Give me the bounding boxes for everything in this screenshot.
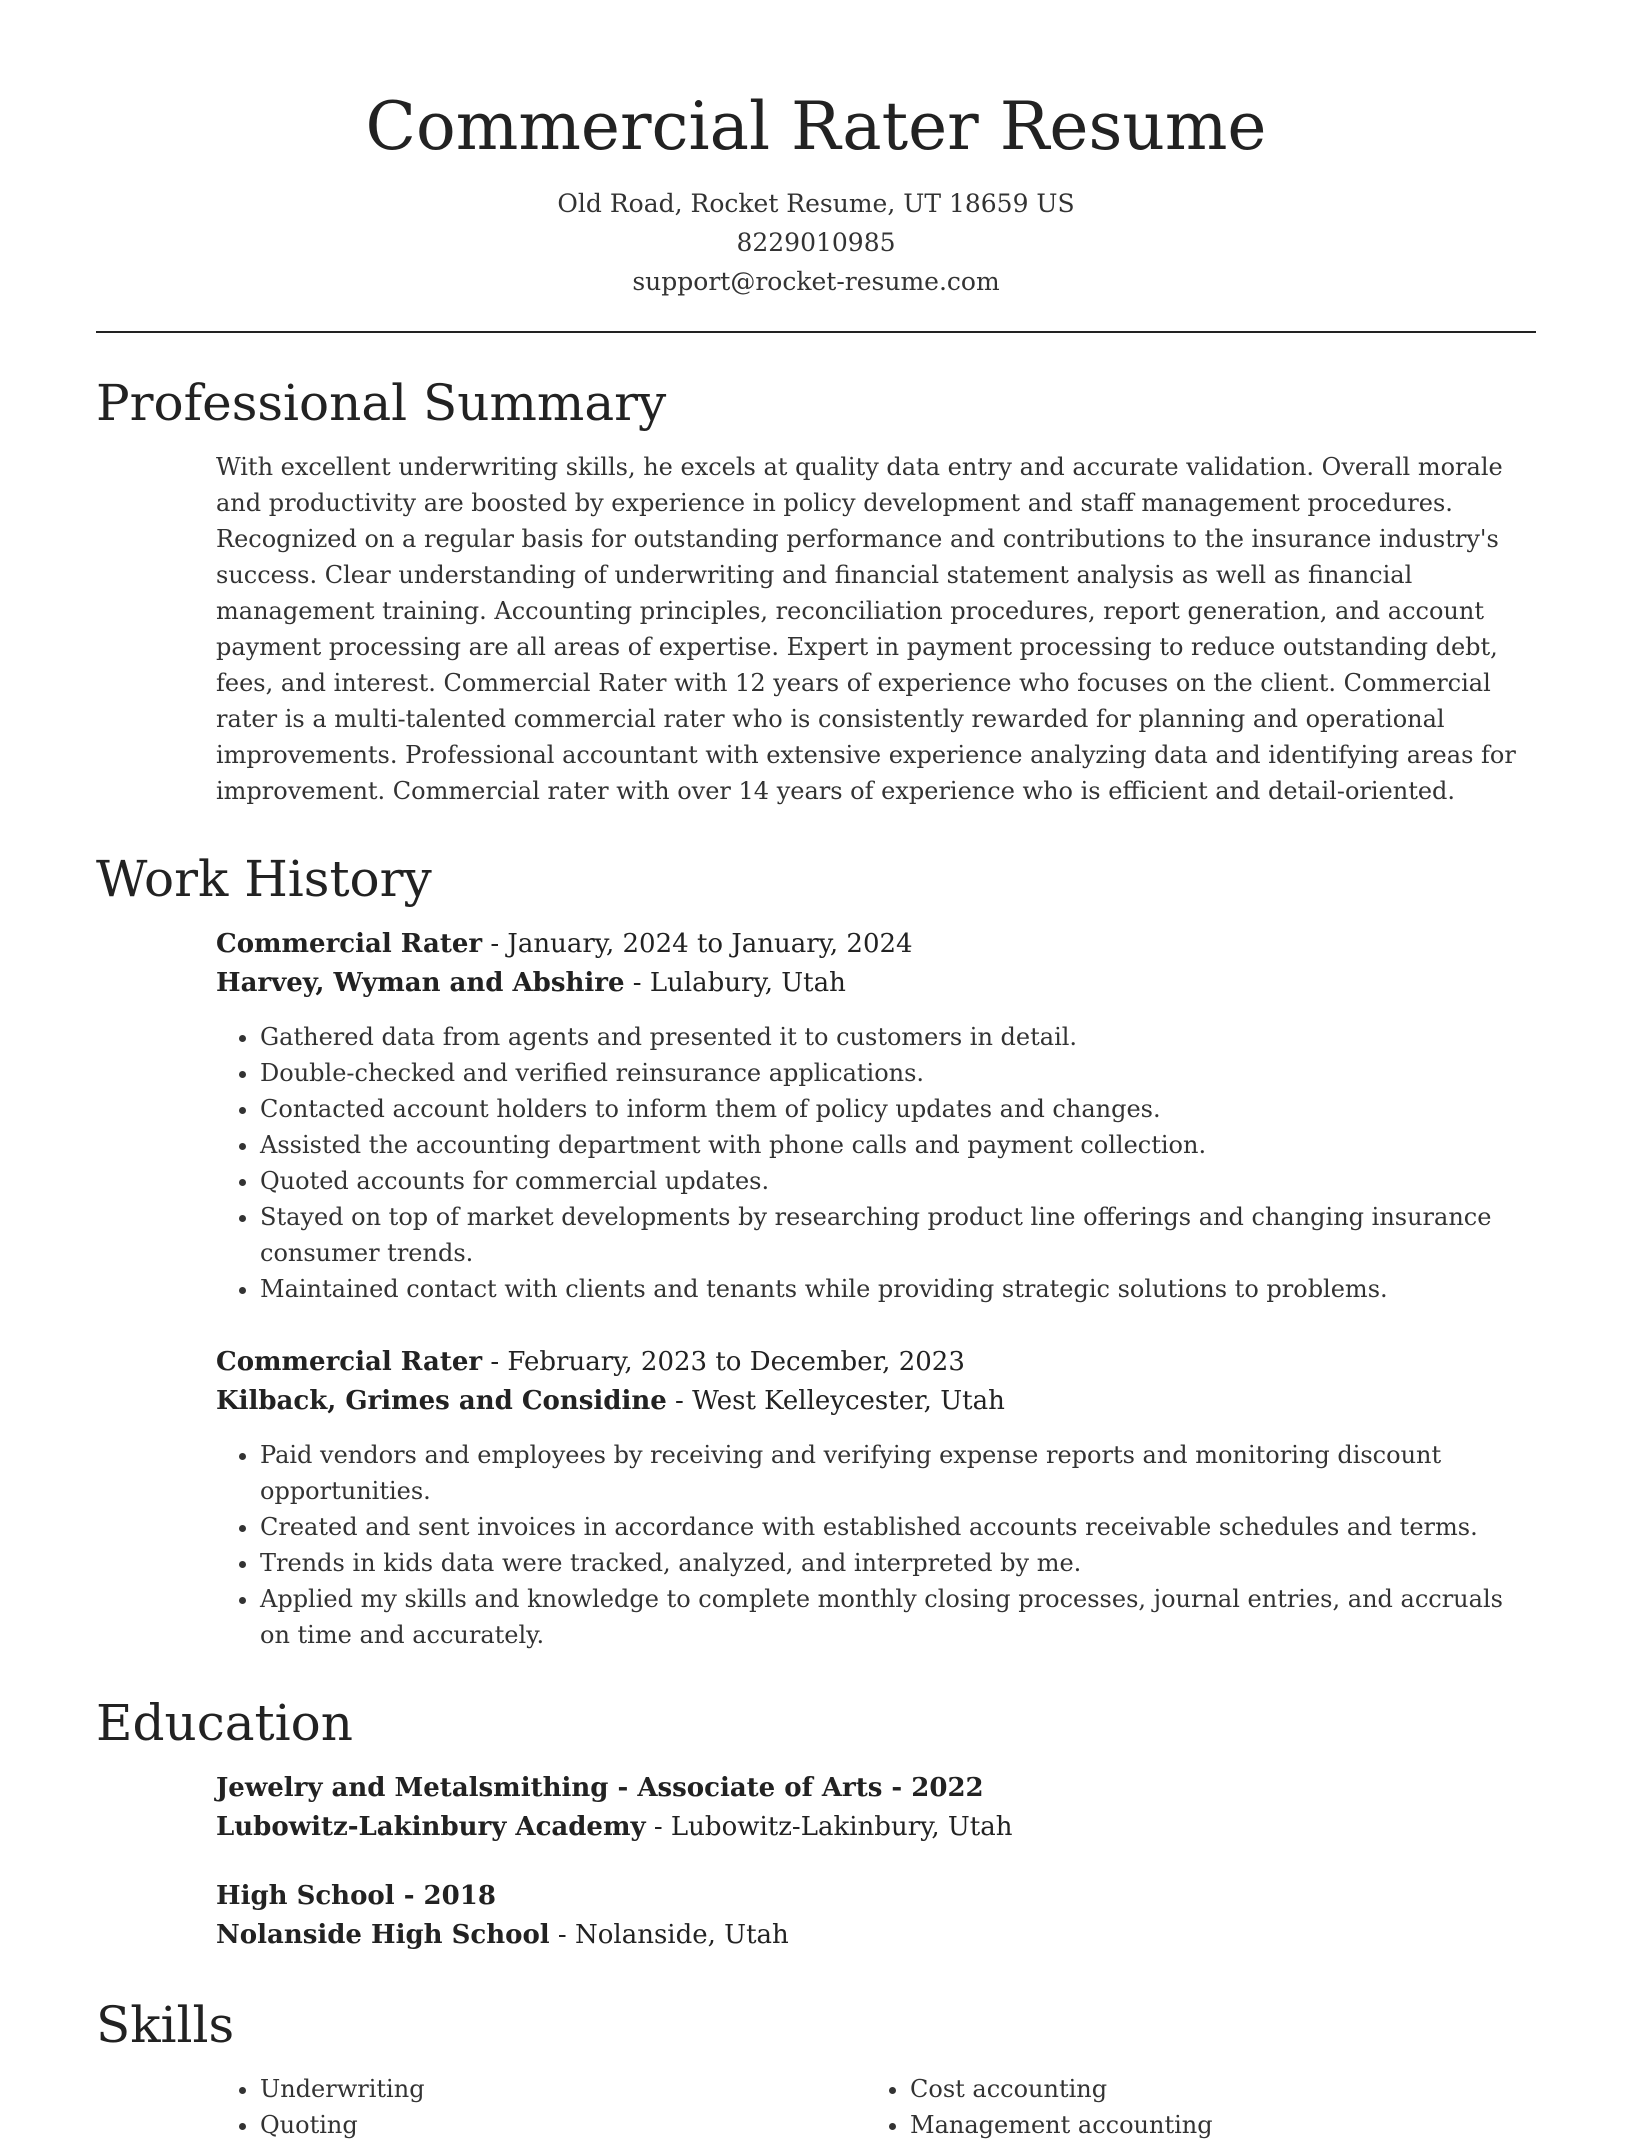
job-bullet: • Contacted account holders to inform them of policy updates and changes. <box>260 1091 1536 1127</box>
education-heading: Education <box>96 1694 353 1752</box>
job-bullet: • Stayed on top of market developments by researching product line offerings and changing insurance consumer trends. <box>260 1199 1536 1271</box>
contact-address: Old Road, Rocket Resume, UT 18659 US <box>557 189 1075 218</box>
job-title: Commercial Rater <box>216 1347 483 1377</box>
contact-info <box>96 184 1536 301</box>
job-company: Harvey, Wyman and Abshire <box>216 968 625 998</box>
work-history-heading: Work History <box>96 850 432 908</box>
job-bullet: • Quoted accounts for commercial updates. <box>260 1163 1536 1199</box>
education-degree: High School - 2018 <box>216 1881 496 1911</box>
job-title-line <box>216 925 1536 964</box>
job-bullets <box>216 1437 1536 1653</box>
job-title-line <box>216 1343 1536 1382</box>
skills-section <box>216 2071 1536 2143</box>
skills-grid <box>216 2071 1536 2143</box>
job-bullet: • Double-checked and verified reinsurance applications. <box>260 1055 1536 1091</box>
skills-list <box>866 2071 1516 2143</box>
resume-header <box>96 0 1536 301</box>
job-title: Commercial Rater <box>216 929 483 959</box>
skill-item: • Quoting <box>260 2107 866 2143</box>
job-bullets <box>216 1019 1536 1307</box>
summary-heading: Professional Summary <box>96 374 667 432</box>
education-entry <box>216 1877 1536 1955</box>
job-bullet: • Paid vendors and employees by receiving and verifying expense reports and monitoring discount opportunities. <box>260 1437 1536 1509</box>
job-entry <box>216 1343 1536 1653</box>
education-school: Lubowitz-Lakinbury Academy <box>216 1812 646 1842</box>
contact-phone: 8229010985 <box>736 228 896 257</box>
job-company-line <box>216 964 1536 1003</box>
resume-title: Commercial Rater Resume <box>365 88 1267 165</box>
skills-column-right <box>866 2071 1516 2143</box>
skill-item: • Cost accounting <box>910 2071 1516 2107</box>
education-school-line <box>216 1916 1536 1955</box>
job-bullet: • Created and sent invoices in accordance with established accounts receivable schedules and terms. <box>260 1509 1536 1545</box>
job-dates: - January, 2024 to January, 2024 <box>482 929 913 959</box>
skills-list <box>216 2071 866 2143</box>
education-school: Nolanside High School <box>216 1920 550 1950</box>
skills-heading: Skills <box>96 1996 235 2054</box>
work-history-section <box>216 925 1536 1653</box>
summary-section <box>216 449 1536 809</box>
job-bullet: • Applied my skills and knowledge to complete monthly closing processes, journal entries, and accruals on time and accurately. <box>260 1581 1536 1653</box>
job-bullet: • Trends in kids data were tracked, analyzed, and interpreted by me. <box>260 1545 1536 1581</box>
job-bullet: • Assisted the accounting department with phone calls and payment collection. <box>260 1127 1536 1163</box>
job-location: - Lulabury, Utah <box>624 968 846 998</box>
education-location: - Nolanside, Utah <box>549 1920 789 1950</box>
header-divider <box>96 331 1536 333</box>
skill-item: • Management accounting <box>910 2107 1516 2143</box>
skills-column-left <box>216 2071 866 2143</box>
job-dates: - February, 2023 to December, 2023 <box>482 1347 965 1377</box>
job-bullet: • Maintained contact with clients and tenants while providing strategic solutions to problems. <box>260 1271 1536 1307</box>
skill-item: • Underwriting <box>260 2071 866 2107</box>
education-degree: Jewelry and Metalsmithing - Associate of Arts - 2022 <box>216 1773 984 1803</box>
education-school-line <box>216 1808 1536 1847</box>
job-company-line <box>216 1382 1536 1421</box>
job-bullet: • Gathered data from agents and presented it to customers in detail. <box>260 1019 1536 1055</box>
education-section <box>216 1769 1536 1955</box>
job-company: Kilback, Grimes and Considine <box>216 1386 667 1416</box>
education-entry <box>216 1769 1536 1847</box>
summary-text: With excellent underwriting skills, he excels at quality data entry and accurate validation. Overall morale and productivity are boosted by experience in policy development and staff management procedures. Recognized on a regular basis for outstanding performance and contributions to the insurance industry's success. Clear understanding of underwriting and financial statement analysis as well as financial management training. Accounting principles, reconciliation procedures, report generation, and account payment processing are all areas of expertise. Expert in payment processing to reduce outstanding debt, fees, and interest. Commercial Rater with 12 years of experience who focuses on the client. Commercial rater is a multi-talented commercial rater who is consistently rewarded for planning and operational improvements. Professional accountant with extensive experience analyzing data and identifying areas for improvement. Commercial rater with over 14 years of experience who is efficient and detail-oriented. <box>216 453 1516 805</box>
contact-email: support@rocket-resume.com <box>632 267 1000 296</box>
job-location: - West Kelleycester, Utah <box>666 1386 1005 1416</box>
education-location: - Lubowitz-Lakinbury, Utah <box>645 1812 1013 1842</box>
job-entry <box>216 925 1536 1307</box>
